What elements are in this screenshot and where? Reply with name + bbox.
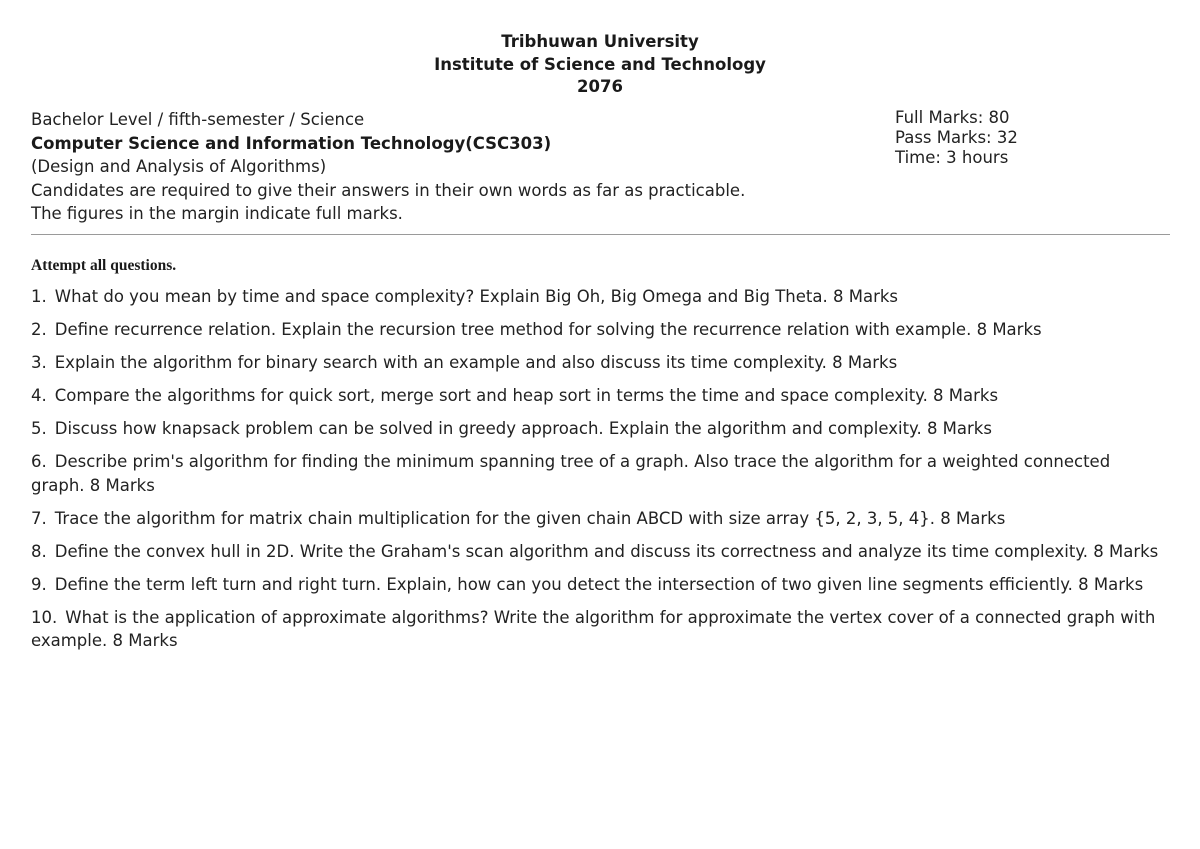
question-text: Discuss how knapsack problem can be solved in greedy approach. Explain the algorithm and complexity. 8 Marks: [54, 419, 992, 438]
question-list: [31, 285, 1166, 662]
subject-title: (Design and Analysis of Algorithms): [31, 157, 327, 176]
course-title: Computer Science and Information Technology(CSC303): [31, 133, 552, 153]
question-number: 4.: [31, 386, 47, 405]
question-number: 2.: [31, 320, 47, 339]
question-number: 10.: [31, 607, 58, 627]
institute-name: Institute of Science and Technology: [434, 54, 766, 74]
question-text: Define recurrence relation. Explain the recursion tree method for solving the recurrence relation with example. 8 Marks: [54, 320, 1042, 339]
question-item: [31, 417, 1166, 441]
question-item: [31, 573, 1166, 597]
university-name: Tribhuwan University: [501, 32, 699, 51]
question-number: 9.: [31, 574, 47, 594]
instruction-text: Attempt all questions.: [31, 257, 177, 274]
question-text: Explain the algorithm for binary search with an example and also discuss its time complexity. 8 Marks: [54, 353, 898, 372]
margin-note: The figures in the margin indicate full marks.: [31, 204, 403, 223]
question-number: 7.: [31, 508, 47, 528]
question-text: Define the term left turn and right turn. Explain, how can you detect the intersection of two given line segments efficiently. 8 Marks: [54, 574, 1144, 594]
question-text: Describe prim's algorithm for finding the minimum spanning tree of a graph. Also trace the algorithm for a weighted connected graph. 8 Marks: [31, 452, 1111, 495]
candidate-note: Candidates are required to give their answers in their own words as far as practicable.: [31, 180, 746, 200]
question-text: What is the application of approximate algorithms? Write the algorithm for approximate the vertex cover of a connected graph with example. 8 Marks: [31, 607, 1156, 650]
header-divider: [31, 234, 1170, 235]
question-text: Compare the algorithms for quick sort, merge sort and heap sort in terms the time and space complexity. 8 Marks: [54, 386, 999, 405]
pass-marks: Pass Marks: 32: [895, 128, 1018, 147]
question-item: [31, 351, 1166, 375]
course-info: [31, 108, 871, 226]
question-item: [31, 606, 1166, 653]
question-number: 6.: [31, 452, 47, 471]
question-text: Trace the algorithm for matrix chain multiplication for the given chain ABCD with size array {5, 2, 3, 5, 4}. 8 Marks: [54, 508, 1006, 528]
question-text: What do you mean by time and space complexity? Explain Big Oh, Big Omega and Big Theta. 8 Marks: [54, 287, 899, 306]
question-number: 3.: [31, 353, 47, 372]
exam-year: 2076: [577, 77, 623, 96]
question-item: [31, 540, 1166, 564]
question-item: [31, 507, 1166, 531]
level-line: Bachelor Level / fifth-semester / Science: [31, 110, 365, 129]
marks-info: [895, 108, 1175, 168]
question-number: 5.: [31, 419, 47, 438]
time-allowed: Time: 3 hours: [895, 148, 1009, 167]
question-item: [31, 384, 1166, 408]
question-item: [31, 285, 1166, 309]
question-item: [31, 318, 1166, 342]
question-item: [31, 450, 1166, 497]
question-text: Define the convex hull in 2D. Write the Graham's scan algorithm and discuss its correctness and analyze its time complexity. 8 Marks: [54, 541, 1159, 561]
question-number: 1.: [31, 287, 47, 306]
question-number: 8.: [31, 541, 47, 561]
exam-header: [0, 31, 1200, 99]
full-marks: Full Marks: 80: [895, 108, 1010, 127]
